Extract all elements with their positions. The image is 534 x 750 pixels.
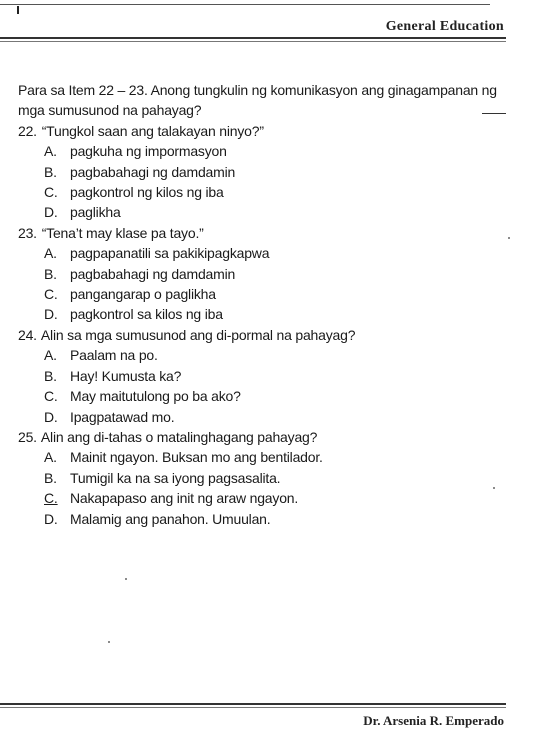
header-rule-thin bbox=[0, 41, 506, 42]
option-letter: C. bbox=[44, 286, 58, 303]
question bbox=[18, 427, 510, 447]
option bbox=[18, 182, 510, 202]
question-number: 23. bbox=[18, 224, 37, 241]
option-text: paglikha bbox=[70, 204, 121, 221]
header-top-line bbox=[0, 4, 490, 5]
question bbox=[18, 325, 510, 345]
question-block bbox=[18, 223, 510, 325]
option bbox=[18, 304, 510, 324]
header-title: General Education bbox=[385, 19, 504, 34]
scan-speck bbox=[108, 641, 110, 643]
option-text: pagbabahagi ng damdamin bbox=[70, 163, 236, 180]
option-text: pangangarap o paglikha bbox=[70, 286, 216, 303]
question-block bbox=[18, 121, 510, 223]
option bbox=[18, 345, 510, 365]
option-text: Hay! Kumusta ka? bbox=[70, 367, 182, 384]
option-text: Ipagpatawad mo. bbox=[70, 408, 175, 425]
option-letter: B. bbox=[44, 163, 57, 180]
option bbox=[18, 141, 510, 161]
option-text: Tumigil ka na sa iyong pagsasalita. bbox=[70, 469, 281, 486]
question-text: Alin ang di-tahas o matalinghagang pahayag? bbox=[40, 428, 318, 445]
option bbox=[18, 386, 510, 406]
question-block bbox=[18, 427, 510, 529]
option-letter: A. bbox=[44, 347, 57, 364]
option bbox=[18, 162, 510, 182]
option-text: Nakapapaso ang init ng araw ngayon. bbox=[70, 490, 299, 507]
option-text: pagbabahagi ng damdamin bbox=[70, 265, 236, 282]
option-letter: C. bbox=[44, 184, 58, 201]
question-text: “Tena’t may klase pa tayo.” bbox=[41, 224, 204, 241]
option bbox=[18, 202, 510, 222]
option-letter: D. bbox=[44, 408, 58, 425]
exam-content bbox=[18, 80, 510, 529]
option-letter: A. bbox=[44, 143, 57, 160]
header-rule bbox=[0, 37, 506, 39]
option bbox=[18, 468, 510, 488]
option-text: pagpapanatili sa pakikipagkapwa bbox=[70, 245, 270, 262]
option-letter: B. bbox=[44, 367, 57, 384]
option-letter-marked-answer: C. bbox=[44, 490, 58, 507]
question-text: Alin sa mga sumusunod ang di-pormal na pahayag? bbox=[40, 326, 356, 343]
scan-speck bbox=[493, 487, 495, 489]
option-letter: A. bbox=[44, 245, 57, 262]
option bbox=[18, 488, 510, 508]
scan-speck bbox=[508, 237, 510, 239]
question-number: 22. bbox=[18, 122, 37, 139]
instructions: Para sa Item 22 – 23. Anong tungkulin ng komunikasyon ang ginagampanan ng mga sumusunod na pahayag? bbox=[18, 82, 497, 119]
option-letter: D. bbox=[44, 204, 58, 221]
option-text: pagkuha ng impormasyon bbox=[70, 143, 227, 160]
option-text: Mainit ngayon. Buksan mo ang bentilador. bbox=[70, 449, 323, 466]
option-letter: B. bbox=[44, 265, 57, 282]
option-text: pagkontrol ng kilos ng iba bbox=[70, 184, 224, 201]
option-text: Paalam na po. bbox=[70, 347, 158, 364]
option bbox=[18, 407, 510, 427]
option-text: pagkontrol sa kilos ng iba bbox=[70, 306, 223, 323]
scan-speck bbox=[125, 578, 127, 580]
option bbox=[18, 243, 510, 263]
option-letter: B. bbox=[44, 469, 57, 486]
option-letter: A. bbox=[44, 449, 57, 466]
option-text: May maitutulong po ba ako? bbox=[70, 388, 241, 405]
question-number: 24. bbox=[18, 326, 37, 343]
footer-author: Dr. Arsenia R. Emperado bbox=[363, 713, 504, 728]
header-tick-mark bbox=[17, 6, 19, 14]
option bbox=[18, 366, 510, 386]
question-number: 25. bbox=[18, 428, 37, 445]
option bbox=[18, 264, 510, 284]
footer-rule bbox=[0, 703, 506, 705]
option bbox=[18, 509, 510, 529]
option-letter: D. bbox=[44, 306, 58, 323]
question-text: “Tungkol saan ang talakayan ninyo?” bbox=[41, 122, 264, 139]
footer-rule-thin bbox=[0, 707, 506, 708]
option-letter: D. bbox=[44, 510, 58, 527]
question bbox=[18, 223, 510, 243]
question bbox=[18, 121, 510, 141]
option-text: Malamig ang panahon. Umuulan. bbox=[70, 510, 271, 527]
option bbox=[18, 284, 510, 304]
option-letter: C. bbox=[44, 388, 58, 405]
option bbox=[18, 447, 510, 467]
question-block bbox=[18, 325, 510, 427]
